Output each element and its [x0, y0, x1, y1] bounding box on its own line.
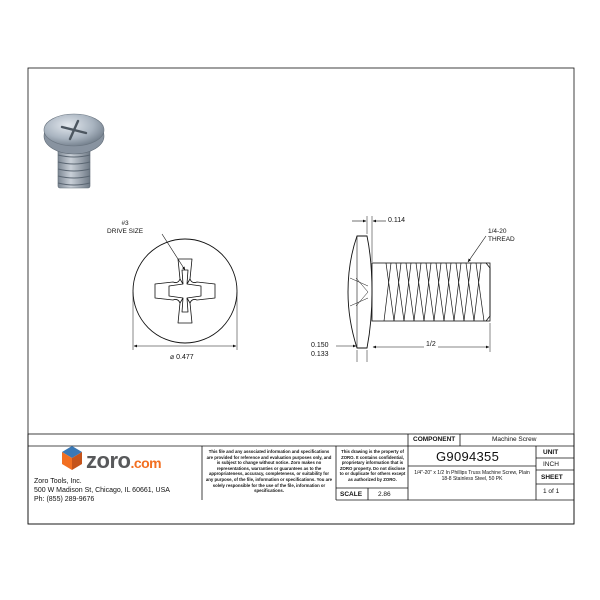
- diameter-dim: ⌀ 0.477: [170, 354, 194, 361]
- sheet-label: SHEET: [541, 474, 563, 481]
- sheet-value: 1 of 1: [543, 488, 560, 495]
- front-view: [133, 234, 237, 350]
- logo-word: zoro: [86, 448, 131, 473]
- unit-label: UNIT: [543, 449, 559, 456]
- thickness-max-dim: 0.150: [311, 342, 329, 349]
- disclaimer-text: This file and any associated information and specifications are provided for reference and evaluation purposes only, and is subject to change without notice. Zoro makes no representations, warranties or guarantees as to the appropriateness, accuracy, completeness, or suitability for any purpose, of the file, information or specifications. You are solely responsible for the use of the file, information or specifications.: [205, 449, 333, 494]
- thread-label: 1/4-20 THREAD: [488, 228, 515, 243]
- thickness-min-dim: 0.133: [311, 351, 329, 358]
- company-phone: Ph: (855) 289-9676: [34, 496, 95, 503]
- scale-value: 2.86: [378, 491, 391, 498]
- screw-3d-thumbnail: [44, 114, 104, 188]
- unit-value: INCH: [543, 461, 559, 468]
- head-height-dim: 0.114: [388, 217, 405, 224]
- side-view: [336, 216, 490, 362]
- length-dim: 1/2: [426, 341, 436, 348]
- component-label: COMPONENT: [413, 436, 456, 443]
- scale-label: SCALE: [340, 491, 363, 498]
- property-notice: This drawing is the property of ZORO. It contains confidential, proprietary information that is ZORO property. Do not disclose to or duplicate for others except as authorized by ZORO.: [339, 449, 406, 482]
- company-address: 500 W Madison St, Chicago, IL 60661, USA: [34, 487, 170, 494]
- part-description: 1/4"-20" x 1/2 In Phillips Truss Machine Screw, Plain 18-8 Stainless Steel, 50 PK: [414, 470, 530, 483]
- component-value: Machine Screw: [492, 436, 537, 443]
- company-name: Zoro Tools, Inc.: [34, 478, 82, 485]
- zoro-logo: [86, 448, 161, 474]
- part-number: G9094355: [436, 449, 500, 464]
- drive-size-label: #3 DRIVE SIZE: [107, 220, 144, 235]
- logo-suffix: .com: [130, 455, 162, 471]
- zoro-logo-cube-icon: [62, 446, 82, 470]
